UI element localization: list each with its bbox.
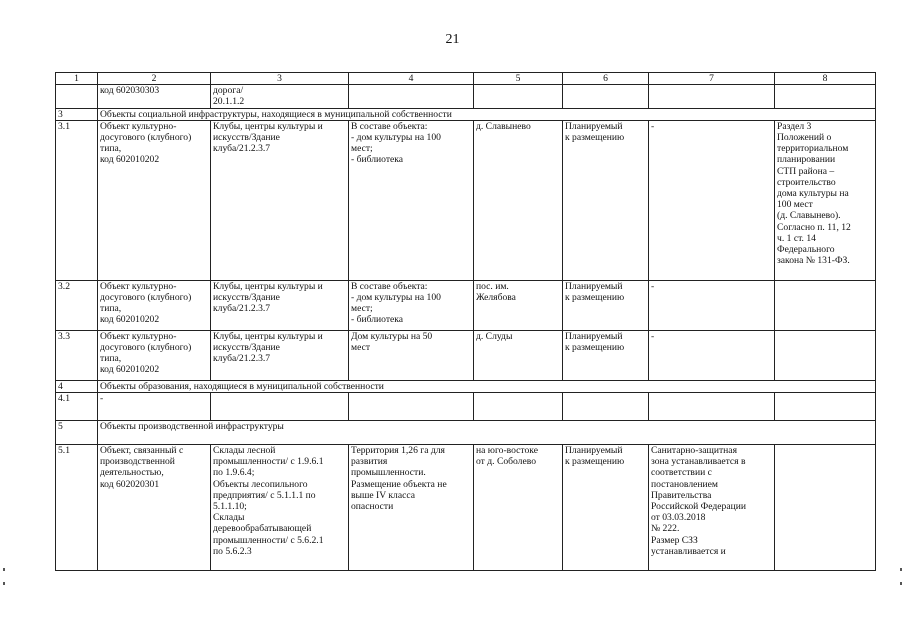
table-cell: Планируемый к размещению: [563, 120, 649, 280]
table-cell: Планируемый к размещению: [563, 280, 649, 330]
table-cell: [56, 85, 98, 108]
column-header-1: 1: [56, 73, 98, 85]
section-row: [56, 421, 876, 445]
territorial-planning-table: [55, 72, 876, 571]
section-number: 4: [56, 380, 98, 392]
table-cell: -: [649, 120, 775, 280]
column-header-4: 4: [349, 73, 474, 85]
table-cell: дорога/ 20.1.1.2: [211, 85, 349, 108]
table-cell: д. Слуды: [474, 330, 563, 380]
table-cell: [649, 85, 775, 108]
scan-edge-mark: [900, 568, 902, 571]
table-cell: [649, 393, 775, 421]
section-row: [56, 380, 876, 392]
scan-edge-mark: [3, 568, 5, 571]
section-number: 3: [56, 108, 98, 120]
column-header-5: 5: [474, 73, 563, 85]
table-cell: Дом культуры на 50 мест: [349, 330, 474, 380]
table-cell: В составе объекта: - дом культуры на 100 мест; - библиотека: [349, 280, 474, 330]
table-row: [56, 85, 876, 108]
table-cell: Раздел 3 Положений о территориальном планировании СТП района – строительство дома культуры на 100 мест (д. Славынево). Согласно п. 11, 12 ч. 1 ст. 14 Федерального закона № 131-ФЗ.: [775, 120, 876, 280]
table-cell: [775, 445, 876, 571]
table-cell: [775, 280, 876, 330]
table-cell: [211, 393, 349, 421]
table-cell: Объект культурно- досугового (клубного) типа, код 602010202: [98, 330, 211, 380]
table-cell: 3.1: [56, 120, 98, 280]
scan-edge-mark: [900, 582, 902, 585]
table-cell: [474, 393, 563, 421]
column-header-7: 7: [649, 73, 775, 85]
table-cell: 5.1: [56, 445, 98, 571]
table-cell: [349, 85, 474, 108]
table-row: [56, 445, 876, 571]
table-row: [56, 120, 876, 280]
table-cell: -: [649, 330, 775, 380]
table-cell: 3.2: [56, 280, 98, 330]
table-cell: 3.3: [56, 330, 98, 380]
table-cell: -: [649, 280, 775, 330]
table-cell: В составе объекта: - дом культуры на 100 мест; - библиотека: [349, 120, 474, 280]
table-row: [56, 330, 876, 380]
section-title: Объекты производственной инфраструктуры: [98, 421, 876, 445]
table-cell: Клубы, центры культуры и искусств/Здание клуба/21.2.3.7: [211, 120, 349, 280]
table-cell: Санитарно-защитная зона устанавливается в соответствии с постановлением Правительства Российской Федерации от 03.03.2018 № 222. Размер СЗЗ устанавливается и: [649, 445, 775, 571]
column-number-header-row: [56, 73, 876, 85]
table-row: [56, 280, 876, 330]
table-cell: [775, 85, 876, 108]
table-cell: Объект культурно- досугового (клубного) типа, код 602010202: [98, 280, 211, 330]
table-cell: [474, 85, 563, 108]
table-row: [56, 393, 876, 421]
scan-edge-mark: [3, 582, 5, 585]
table-cell: Территория 1,26 га для развития промышленности. Размещение объекта не выше IV класса опасности: [349, 445, 474, 571]
page-number: 21: [445, 32, 460, 47]
table-cell: Клубы, центры культуры и искусств/Здание клуба/21.2.3.7: [211, 280, 349, 330]
table-cell: [563, 393, 649, 421]
table-cell: [775, 393, 876, 421]
column-header-3: 3: [211, 73, 349, 85]
table-cell: Объект культурно- досугового (клубного) типа, код 602010202: [98, 120, 211, 280]
section-title: Объекты образования, находящиеся в муниципальной собственности: [98, 380, 876, 392]
table-cell: -: [98, 393, 211, 421]
section-row: [56, 108, 876, 120]
table-cell: 4.1: [56, 393, 98, 421]
table-cell: Склады лесной промышленности/ с 1.9.6.1 по 1.9.6.4; Объекты лесопильного предприятия/ с 5.1.1.1 по 5.1.1.10; Склады деревообрабатывающей промышленности/ с 5.6.2.1 по 5.6.2.3: [211, 445, 349, 571]
column-header-8: 8: [775, 73, 876, 85]
table-cell: [349, 393, 474, 421]
section-number: 5: [56, 421, 98, 445]
table-cell: Объект, связанный с производственной деятельностью, код 602020301: [98, 445, 211, 571]
table-cell: пос. им. Желябова: [474, 280, 563, 330]
table-cell: Планируемый к размещению: [563, 330, 649, 380]
table-cell: на юго-востоке от д. Соболево: [474, 445, 563, 571]
table-cell: [563, 85, 649, 108]
table-cell: Планируемый к размещению: [563, 445, 649, 571]
table-cell: [775, 330, 876, 380]
table-cell: код 602030303: [98, 85, 211, 108]
table-cell: д. Славынево: [474, 120, 563, 280]
table-cell: Клубы, центры культуры и искусств/Здание клуба/21.2.3.7: [211, 330, 349, 380]
column-header-2: 2: [98, 73, 211, 85]
section-title: Объекты социальной инфраструктуры, находящиеся в муниципальной собственности: [98, 108, 876, 120]
column-header-6: 6: [563, 73, 649, 85]
